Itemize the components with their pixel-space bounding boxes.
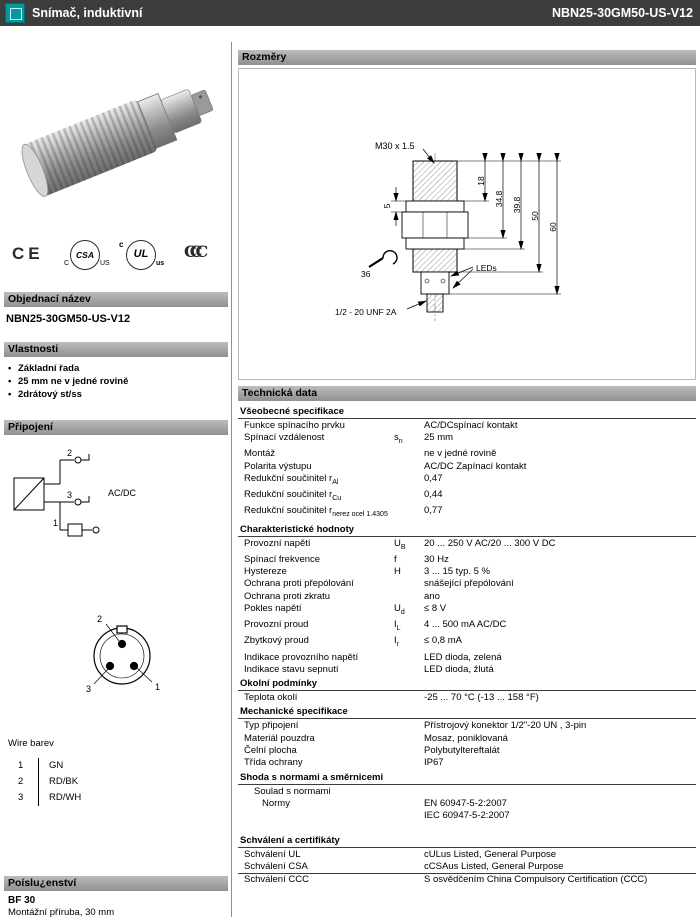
brand-cube-icon — [5, 3, 25, 23]
dim-connector-thread-label: 1/2 - 20 UNF 2A — [335, 307, 397, 317]
wire-color-row — [10, 758, 119, 774]
tech-row — [238, 566, 696, 578]
tech-symbol: $I_L$ — [394, 619, 401, 633]
page-title: Snímač, induktivní — [32, 6, 143, 20]
tech-label: Zbytkový proud — [244, 635, 309, 647]
tech-label: Čelní plocha — [244, 745, 297, 757]
feature-item — [8, 388, 224, 401]
tech-label: Spínací frekvence — [244, 553, 321, 565]
tech-label: Indikace stavu sepnutí — [244, 663, 339, 675]
dim-18-label: 18 — [476, 176, 486, 186]
csa-logo-icon: CSA — [70, 240, 100, 270]
tech-symbol — [394, 849, 424, 861]
tech-symbol: f — [394, 553, 397, 565]
tech-row — [238, 745, 696, 757]
tech-row — [238, 692, 696, 704]
tech-symbol — [394, 720, 424, 732]
tech-label: Polarita výstupu — [244, 460, 312, 472]
tech-label: Soulad s normami — [254, 785, 331, 797]
tech-row — [238, 432, 696, 448]
tech-value: LED dioda, zelená — [424, 651, 502, 663]
tech-symbol: $s_n$ — [394, 432, 403, 446]
tech-label: Schválení CCC — [244, 874, 309, 886]
tech-symbol — [394, 591, 424, 603]
tech-label: Montáž — [244, 448, 276, 460]
tech-value: 20 ... 250 V AC/20 ... 300 V DC — [424, 537, 556, 549]
tech-label: Třída ochrany — [244, 757, 303, 769]
dim-39-8-label: 39.8 — [512, 196, 522, 214]
tech-value: ≤ 0,8 mA — [424, 635, 462, 647]
tech-section-header: Shoda s normami a směrnicemi — [238, 772, 696, 785]
wire-color: GN — [38, 758, 119, 774]
tech-label: Schválení UL — [244, 848, 301, 860]
tech-row — [238, 652, 696, 664]
tech-value: EN 60947-5-2:2007 IEC 60947-5-2:2007 — [424, 797, 510, 822]
tech-value: cCSAus Listed, General Purpose — [424, 860, 564, 872]
pin-2-label: 2 — [96, 614, 102, 624]
dim-60-label: 60 — [548, 222, 558, 232]
tech-label: Hystereze — [244, 566, 287, 578]
tech-label: Normy — [262, 797, 290, 809]
wire-color: RD/BK — [38, 774, 119, 790]
tech-label: Materiál pouzdra — [244, 732, 315, 744]
tech-symbol: $I_r$ — [394, 635, 399, 649]
tech-value: ≤ 8 V — [424, 603, 447, 615]
section-header-technical-data: Technická data — [238, 386, 696, 401]
tech-value: 0,47 — [424, 473, 443, 485]
accessory-description: Montážní příruba, 30 mm — [8, 907, 115, 917]
tech-value: 25 mm — [424, 432, 454, 444]
pin-3-label: 3 — [85, 684, 91, 694]
dim-5-label: 5 — [382, 203, 392, 209]
tech-label: Ochrana proti zkratu — [244, 590, 331, 602]
csa-us-label: US — [100, 260, 110, 267]
tech-symbol — [394, 578, 424, 590]
feature-item — [8, 375, 224, 388]
section-header-order: Objednací název — [4, 292, 228, 307]
tech-symbol — [394, 692, 424, 704]
section-header-accessories: Poíslu¿enství — [4, 876, 228, 891]
bullet-icon: • — [8, 376, 12, 387]
tech-section-header: Všeobecné specifikace — [238, 406, 696, 419]
tech-symbol — [394, 745, 424, 757]
certification-logos — [8, 238, 224, 274]
bullet-icon: • — [8, 389, 12, 400]
tech-label: Redukční součinitel $r_{Al}$ — [244, 473, 339, 486]
section-header-connection: Připojení — [4, 420, 228, 435]
tech-value: 4 ... 500 mA AC/DC — [424, 619, 507, 631]
tech-row — [238, 448, 696, 460]
column-divider — [231, 42, 232, 917]
bullet-icon: • — [8, 363, 12, 374]
features-list — [8, 362, 224, 401]
tech-symbol — [394, 874, 424, 886]
tech-label: Provozní napětí — [244, 537, 311, 549]
tech-symbol — [394, 861, 424, 873]
feature-text: 25 mm ne v jedné rovině — [18, 376, 129, 387]
tech-row — [238, 720, 696, 732]
dimension-drawing — [238, 68, 696, 380]
tech-symbol — [394, 664, 424, 676]
tech-value: Mosaz, poniklovaná — [424, 732, 508, 744]
tech-value: ano — [424, 590, 440, 602]
tech-label: Ochrana proti přepólování — [244, 578, 354, 590]
tech-label: Provozní proud — [244, 619, 309, 631]
ccc-logo-icon: CCC — [184, 242, 202, 261]
tech-row — [238, 554, 696, 566]
tech-value: ne v jedné rovině — [424, 448, 497, 460]
tech-value: cULus Listed, General Purpose — [424, 848, 557, 860]
header-bar — [0, 0, 700, 26]
tech-section-header: Charakteristické hodnoty — [238, 524, 696, 537]
terminal-3-label: 3 — [66, 490, 72, 500]
wire-colors-table — [10, 758, 119, 806]
tech-label: Indikace provozního napětí — [244, 651, 359, 663]
tech-row — [238, 473, 696, 489]
tech-symbol — [394, 786, 424, 798]
tech-label: Teplota okolí — [244, 692, 298, 704]
dim-thread-label: M30 x 1.5 — [375, 141, 415, 151]
wire-colors-title: Wire barev — [8, 738, 54, 749]
feature-item — [8, 362, 224, 375]
ul-us-label: us — [156, 260, 165, 267]
dim-50-label: 50 — [530, 211, 540, 221]
terminal-2-label: 2 — [66, 448, 72, 458]
tech-row — [238, 578, 696, 590]
product-photo — [10, 44, 220, 239]
tech-row — [238, 619, 696, 635]
tech-symbol — [394, 461, 424, 473]
tech-value: AC/DCspínací kontakt — [424, 420, 518, 431]
tech-section-header: Okolní podmínky — [238, 678, 696, 691]
tech-value: Přístrojový konektor 1/2"-20 UN , 3-pin — [424, 720, 587, 732]
tech-value: IP67 — [424, 757, 444, 769]
tech-value: S osvědčením China Compulsory Certification (CCC) — [424, 874, 648, 886]
ul-c-label: c — [119, 240, 124, 249]
tech-row — [238, 849, 696, 861]
tech-row — [238, 635, 696, 651]
tech-row — [238, 786, 696, 798]
wire-color-row — [10, 774, 119, 790]
tech-value: 0,44 — [424, 489, 443, 501]
dim-wrench-36-label: 36 — [361, 269, 371, 279]
tech-row — [238, 664, 696, 676]
tech-label: Funkce spínacího prvku — [244, 420, 345, 431]
pin-1-label: 1 — [155, 682, 161, 692]
connector-pinout — [58, 602, 178, 702]
tech-value: 3 ... 15 typ. 5 % — [424, 566, 491, 578]
tech-value: AC/DC Zapínací kontakt — [424, 460, 527, 472]
tech-row — [238, 505, 696, 521]
tech-label: Spínací vzdálenost — [244, 432, 325, 444]
tech-symbol — [394, 448, 424, 460]
tech-row — [238, 861, 696, 873]
tech-symbol — [394, 652, 424, 664]
section-header-dimensions: Rozměry — [238, 50, 696, 65]
tech-symbol — [394, 505, 424, 521]
accessory-name: BF 30 — [8, 895, 36, 906]
tech-symbol: H — [394, 566, 401, 578]
tech-value: -25 ... 70 °C (-13 ... 158 °F) — [424, 692, 539, 704]
tech-section-header: Schválení a certifikáty — [238, 835, 696, 848]
terminal-1-label: 1 — [52, 518, 58, 528]
wire-number: 3 — [18, 792, 24, 803]
tech-row — [238, 733, 696, 745]
tech-value — [424, 786, 696, 798]
tech-row — [238, 757, 696, 769]
tech-symbol: $U_B$ — [394, 537, 406, 551]
order-value: NBN25-30GM50-US-V12 — [6, 313, 131, 325]
tech-symbol — [394, 757, 424, 769]
tech-symbol — [394, 733, 424, 745]
dim-34-8-label: 34.8 — [494, 190, 504, 208]
tech-label: Pokles napětí — [244, 603, 302, 615]
ul-logo-icon: UL — [126, 240, 156, 270]
tech-row — [238, 873, 696, 886]
ce-mark-icon: CE — [12, 244, 44, 263]
tech-row — [238, 461, 696, 473]
part-number: NBN25-30GM50-US-V12 — [551, 6, 693, 20]
tech-row — [238, 798, 696, 823]
tech-value: LED dioda, žlutá — [424, 663, 494, 675]
csa-c-label: C — [64, 260, 70, 267]
tech-label: Schválení CSA — [244, 860, 308, 872]
section-header-features: Vlastnosti — [4, 342, 228, 357]
tech-label: Redukční součinitel $r_{nerez ocel 1.4305}$ — [244, 505, 388, 519]
tech-value: snášející přepólování — [424, 578, 514, 590]
tech-value: Polybutyltereftalát — [424, 745, 500, 757]
wiring-diagram — [8, 448, 208, 553]
tech-label: Redukční součinitel $r_{Cu}$ — [244, 489, 342, 503]
wire-color: RD/WH — [38, 790, 119, 806]
tech-row — [238, 489, 696, 505]
technical-data-table — [238, 404, 696, 886]
acdc-label: AC/DC — [108, 488, 137, 498]
tech-row — [238, 591, 696, 603]
wire-color-row — [10, 790, 119, 806]
tech-row — [238, 603, 696, 619]
wire-number: 2 — [18, 776, 24, 787]
tech-row — [238, 420, 696, 432]
tech-section-header: Mechanické specifikace — [238, 706, 696, 719]
tech-symbol — [394, 489, 424, 505]
feature-text: 2drátový st/ss — [18, 389, 82, 400]
tech-symbol — [394, 473, 424, 489]
tech-row — [238, 538, 696, 554]
leds-label: LEDs — [476, 263, 497, 273]
tech-value: 30 Hz — [424, 553, 449, 565]
tech-symbol: $U_d$ — [394, 603, 405, 616]
tech-symbol — [394, 420, 424, 432]
tech-value: 0,77 — [424, 505, 443, 517]
feature-text: Základní řada — [18, 363, 80, 374]
tech-label: Typ připojení — [244, 720, 299, 732]
wire-number: 1 — [18, 760, 24, 771]
